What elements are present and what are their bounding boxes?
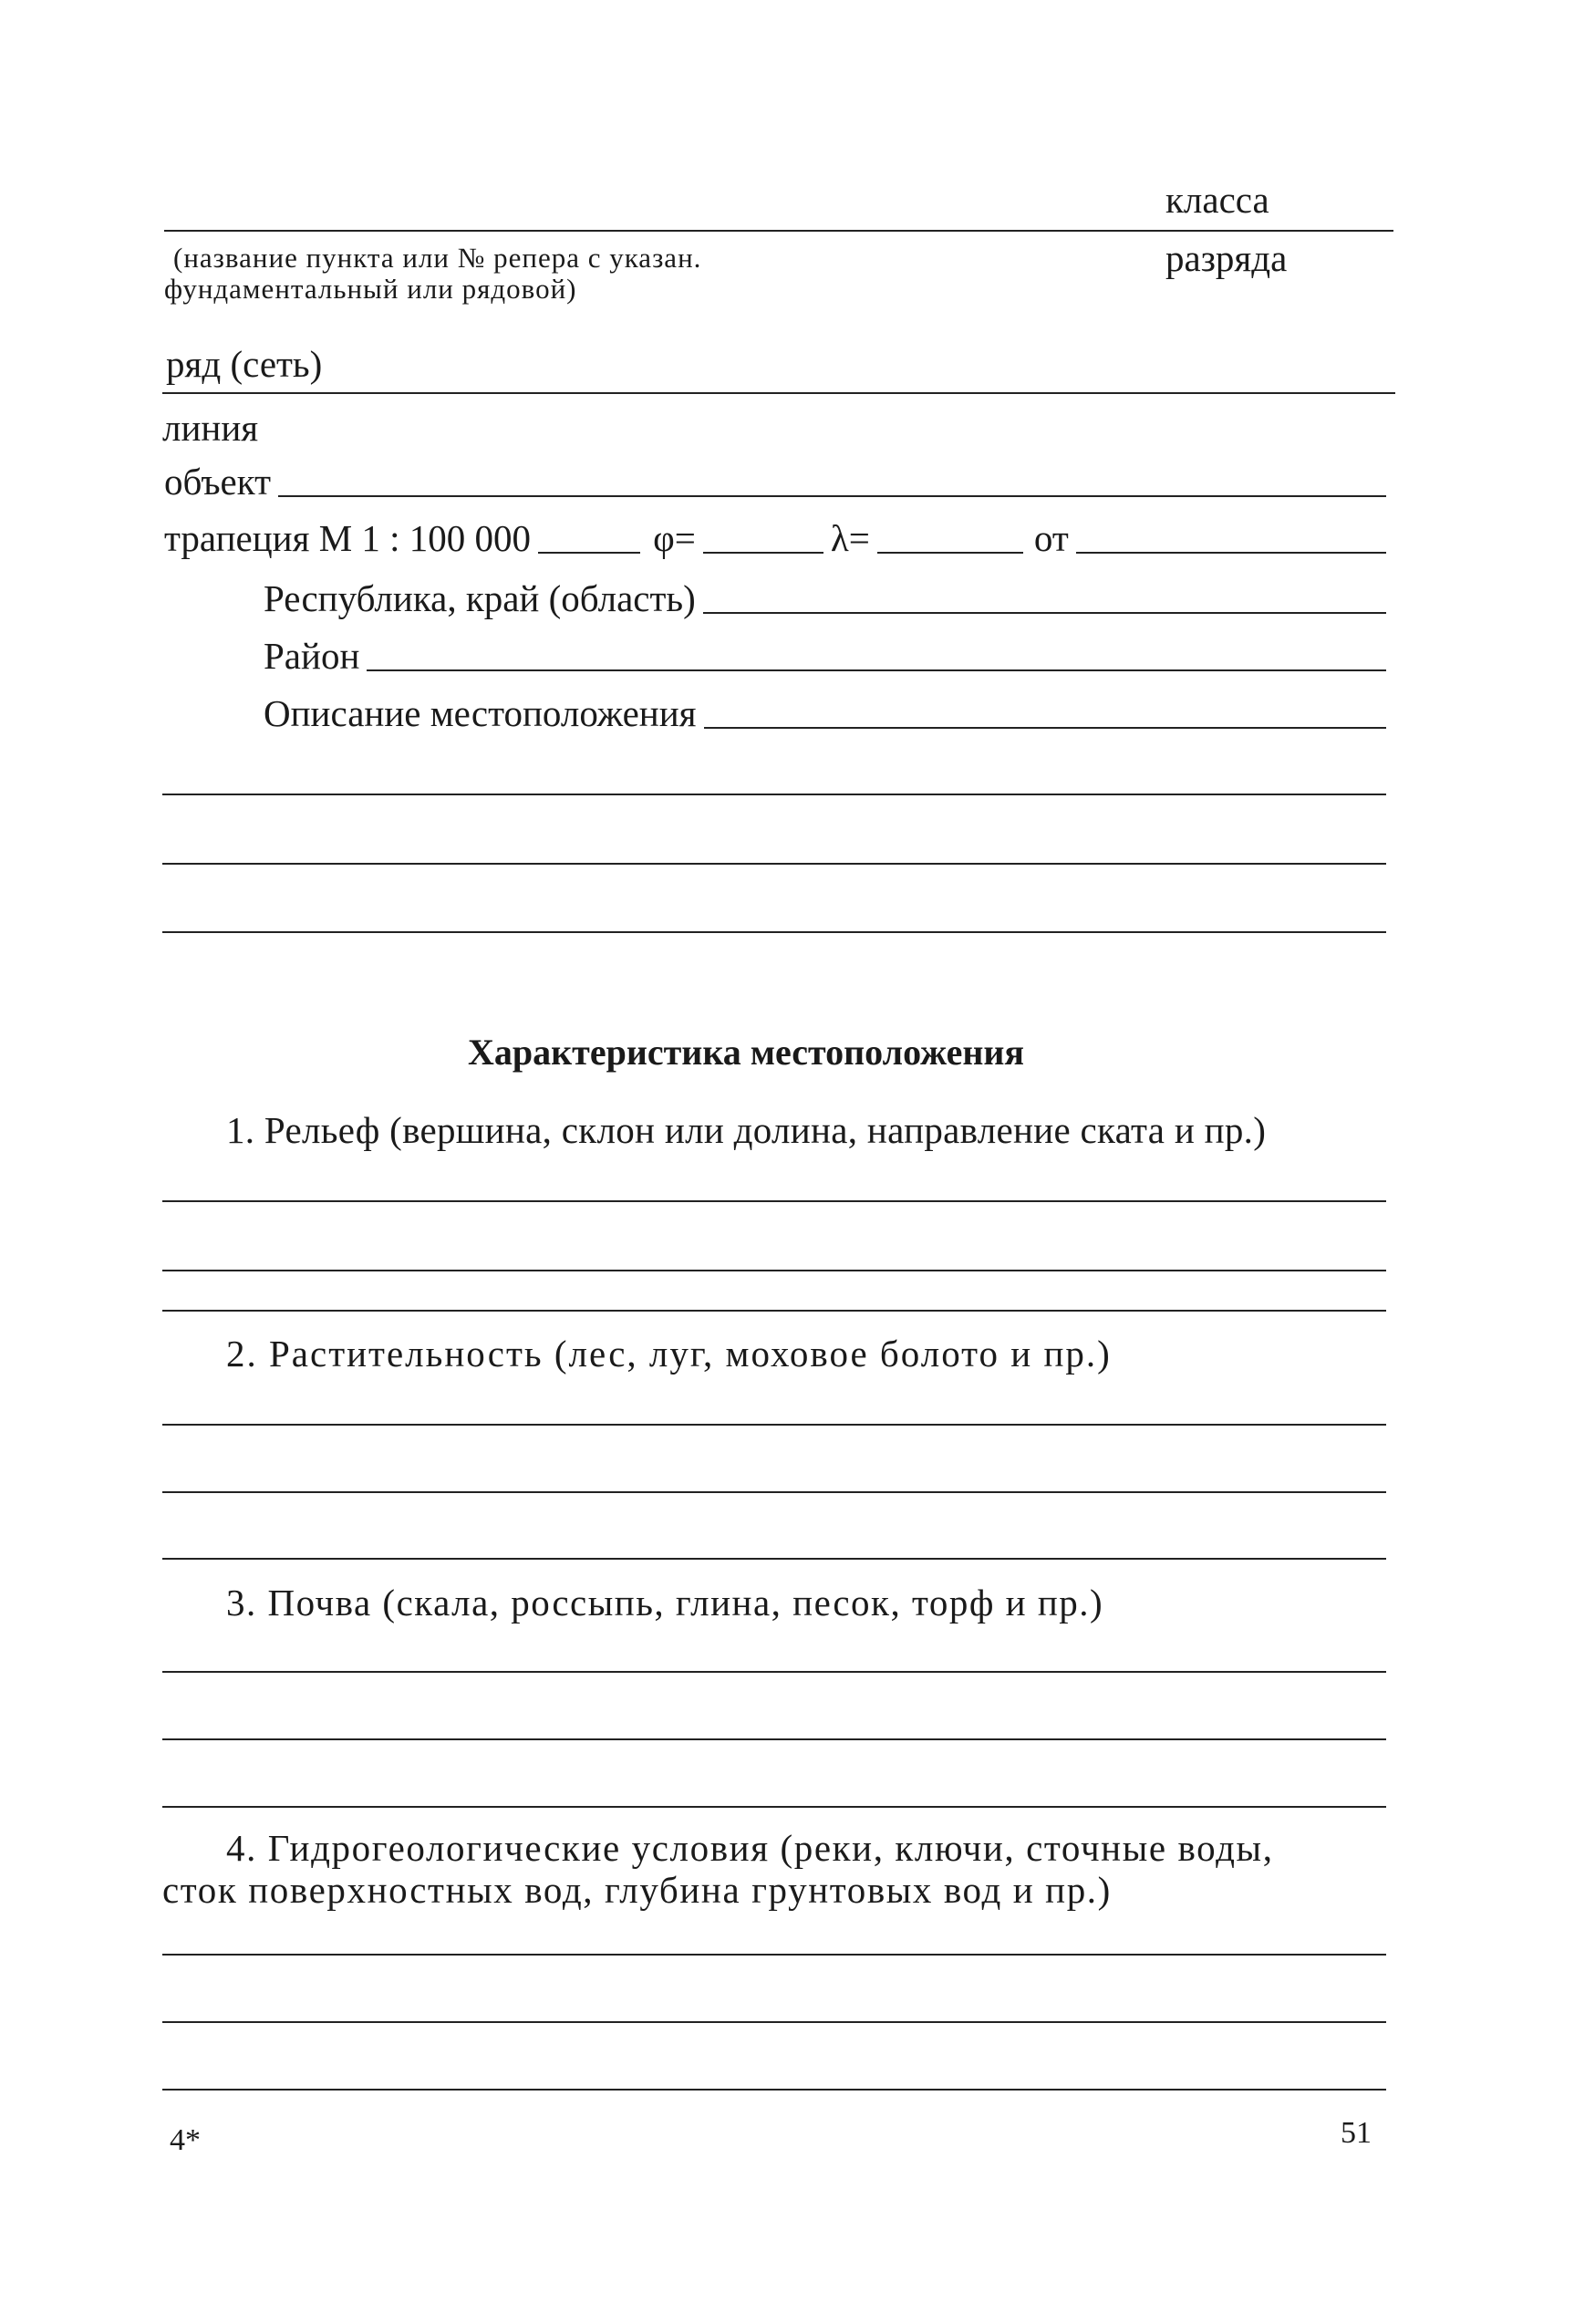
relief-line-3[interactable] [162, 1310, 1386, 1312]
item-hydro-line1: 4. Гидрогеологические условия (реки, ключи, сточные воды, [226, 1827, 1274, 1869]
point-name-line[interactable] [164, 230, 1393, 232]
opisanie-line-3[interactable] [162, 863, 1386, 865]
item-hydro-line2: сток поверхностных вод, глубина грунтовых вод и пр.) [162, 1869, 1112, 1911]
ryad-line[interactable] [162, 392, 1395, 394]
hydro-line-3[interactable] [162, 2089, 1386, 2091]
phi-field[interactable] [703, 552, 823, 554]
hydro-line-2[interactable] [162, 2021, 1386, 2023]
ot-label: от [1033, 517, 1069, 559]
liniya-label: линия [162, 407, 259, 449]
relief-line-2[interactable] [162, 1270, 1386, 1271]
soil-line-2[interactable] [162, 1738, 1386, 1740]
relief-line-1[interactable] [162, 1200, 1386, 1202]
rayon-label: Район [264, 635, 360, 677]
lambda-field[interactable] [877, 552, 1023, 554]
phi-label: φ= [653, 517, 696, 559]
page-number: 51 [1341, 2116, 1372, 2150]
klassa-label: класса [1165, 179, 1269, 221]
obekt-row [164, 463, 1386, 501]
trapeciya-row [164, 517, 1386, 559]
item-relief: 1. Рельеф (вершина, склон или долина, направление ската и пр.) [226, 1109, 1267, 1151]
hydro-line-1[interactable] [162, 1954, 1386, 1956]
vegetation-line-1[interactable] [162, 1424, 1386, 1426]
obekt-field[interactable] [278, 495, 1386, 497]
ryad-label: ряд (сеть) [166, 343, 323, 385]
opisanie-field[interactable] [704, 727, 1386, 729]
respublika-field[interactable] [703, 612, 1386, 614]
respublika-row [264, 577, 1386, 619]
trapeciya-label: трапеция М 1 : 100 000 [164, 517, 532, 559]
soil-line-1[interactable] [162, 1671, 1386, 1673]
signature-mark: 4* [170, 2123, 201, 2157]
item-vegetation: 2. Растительность (лес, луг, моховое болото и пр.) [226, 1333, 1112, 1375]
opisanie-line-4[interactable] [162, 931, 1386, 933]
section-title: Характеристика местоположения [468, 1032, 1025, 1073]
razryada-label: разряда [1165, 237, 1288, 279]
point-name-hint-2: фундаментальный или рядовой) [164, 273, 577, 305]
opisanie-label: Описание местоположения [264, 692, 697, 734]
rayon-field[interactable] [367, 669, 1386, 671]
obekt-label: объект [164, 461, 272, 503]
vegetation-line-2[interactable] [162, 1491, 1386, 1493]
trapeciya-field[interactable] [538, 552, 640, 554]
opisanie-row [264, 692, 1386, 734]
rayon-row [264, 635, 1386, 677]
lambda-label: λ= [830, 517, 870, 559]
ot-field[interactable] [1076, 552, 1386, 554]
vegetation-line-3[interactable] [162, 1558, 1386, 1560]
respublika-label: Республика, край (область) [264, 577, 696, 619]
opisanie-line-2[interactable] [162, 794, 1386, 795]
item-soil: 3. Почва (скала, россыпь, глина, песок, торф и пр.) [226, 1582, 1104, 1624]
point-name-hint-1: (название пункта или № репера с указан. [173, 242, 702, 274]
soil-line-3[interactable] [162, 1806, 1386, 1808]
